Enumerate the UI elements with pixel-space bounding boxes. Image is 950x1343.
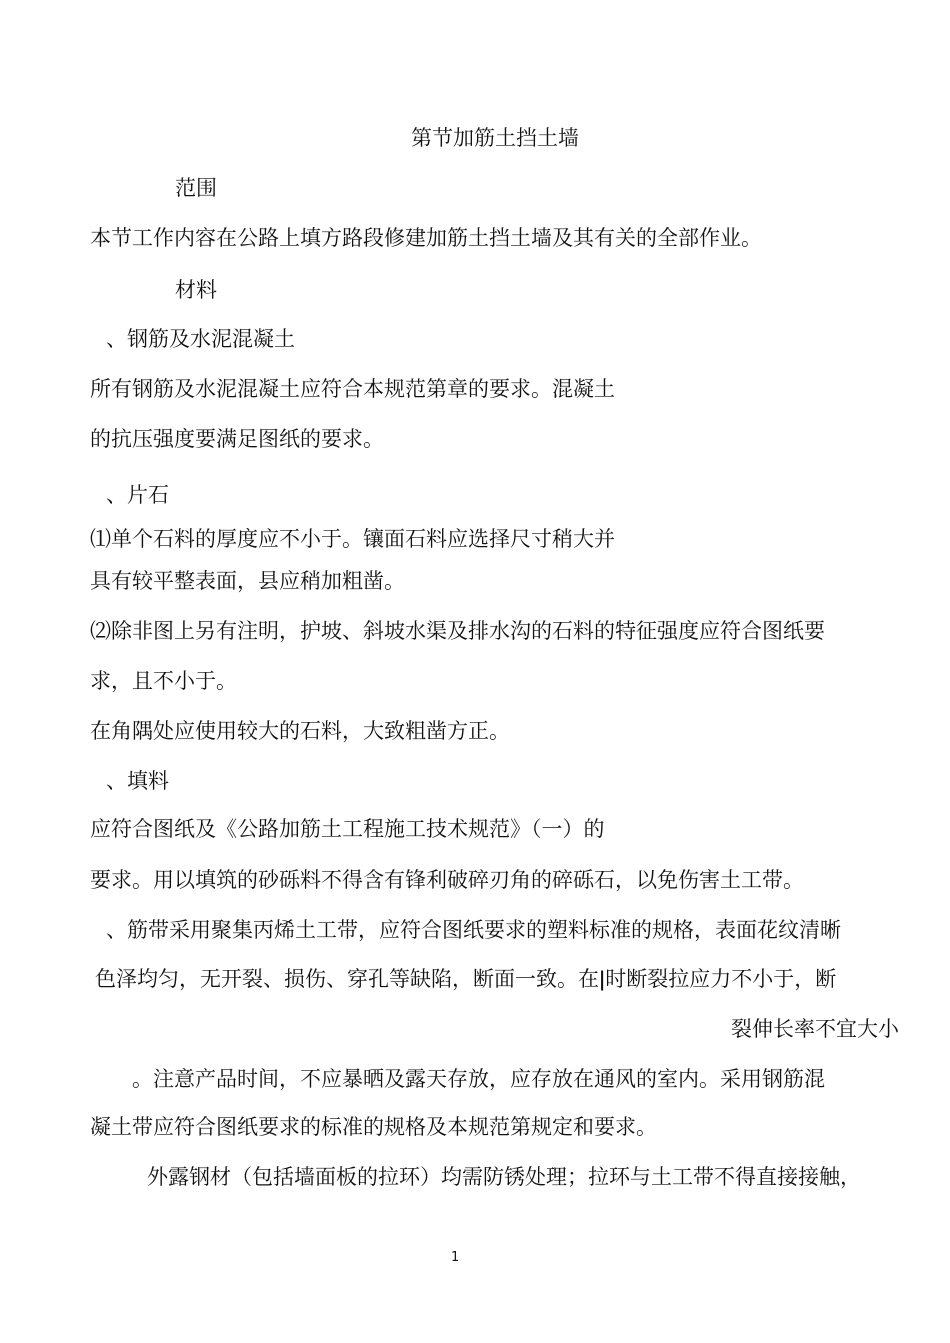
paragraph-line: 裂伸长率不宜大小: [731, 1017, 899, 1041]
paragraph-line: 凝土带应符合图纸要求的标准的规格及本规范第规定和要求。: [90, 1115, 657, 1139]
paragraph-line: 色泽均匀，无开裂、损伤、穿孔等缺陷，断面一致。在ǀ时断裂拉应力不小于，断: [95, 967, 837, 991]
paragraph-line: 要求。用以填筑的砂砾料不得含有锋利破碎刃角的碎砾石，以免伤害土工带。: [90, 868, 804, 892]
subsection-heading: 、片石: [106, 483, 169, 507]
subsection-heading: 、填料: [106, 769, 169, 793]
paragraph-line: 。注意产品时间，不应暴晒及露天存放，应存放在通风的室内。采用钢筋混: [132, 1067, 825, 1091]
page-number: 1: [451, 1250, 460, 1265]
section-heading-scope: 范围: [175, 176, 217, 200]
paragraph-line: 在角隅处应使用较大的石料，大致粗凿方正。: [90, 719, 510, 743]
paragraph-line: 外露钢材（包括墙面板的拉环）均需防锈处理；拉环与土工带不得直接接触，: [147, 1165, 861, 1189]
section-heading-materials: 材料: [175, 278, 217, 302]
paragraph-line: 所有钢筋及水泥混凝土应符合本规范第章的要求。混凝土: [90, 377, 615, 401]
paragraph-line: 应符合图纸及《公路加筋土工程施工技术规范》（一）的: [90, 817, 605, 841]
subsection-heading: 、钢筋及水泥混凝土: [106, 327, 295, 351]
paragraph-line: 具有较平整表面，县应稍加粗凿。: [90, 569, 405, 593]
paragraph-line: ⑴单个石料的厚度应不小于。镶面石料应选择尺寸稍大并: [90, 527, 615, 551]
paragraph-line: 求，且不小于。: [90, 669, 237, 693]
paragraph-line: 本节工作内容在公路上填方路段修建加筋土挡土墙及其有关的全部作业。: [90, 226, 762, 250]
paragraph-line: 、筋带采用聚集丙烯土工带，应符合图纸要求的塑料标准的规格，表面花纹清晰: [106, 918, 841, 942]
paragraph-line: ⑵除非图上另有注明，护坡、斜坡水渠及排水沟的石料的特征强度应符合图纸要: [90, 619, 825, 643]
paragraph-line: 的抗压强度要满足图纸的要求。: [90, 427, 384, 451]
page-title: 第节加筋土挡土墙: [411, 126, 579, 150]
